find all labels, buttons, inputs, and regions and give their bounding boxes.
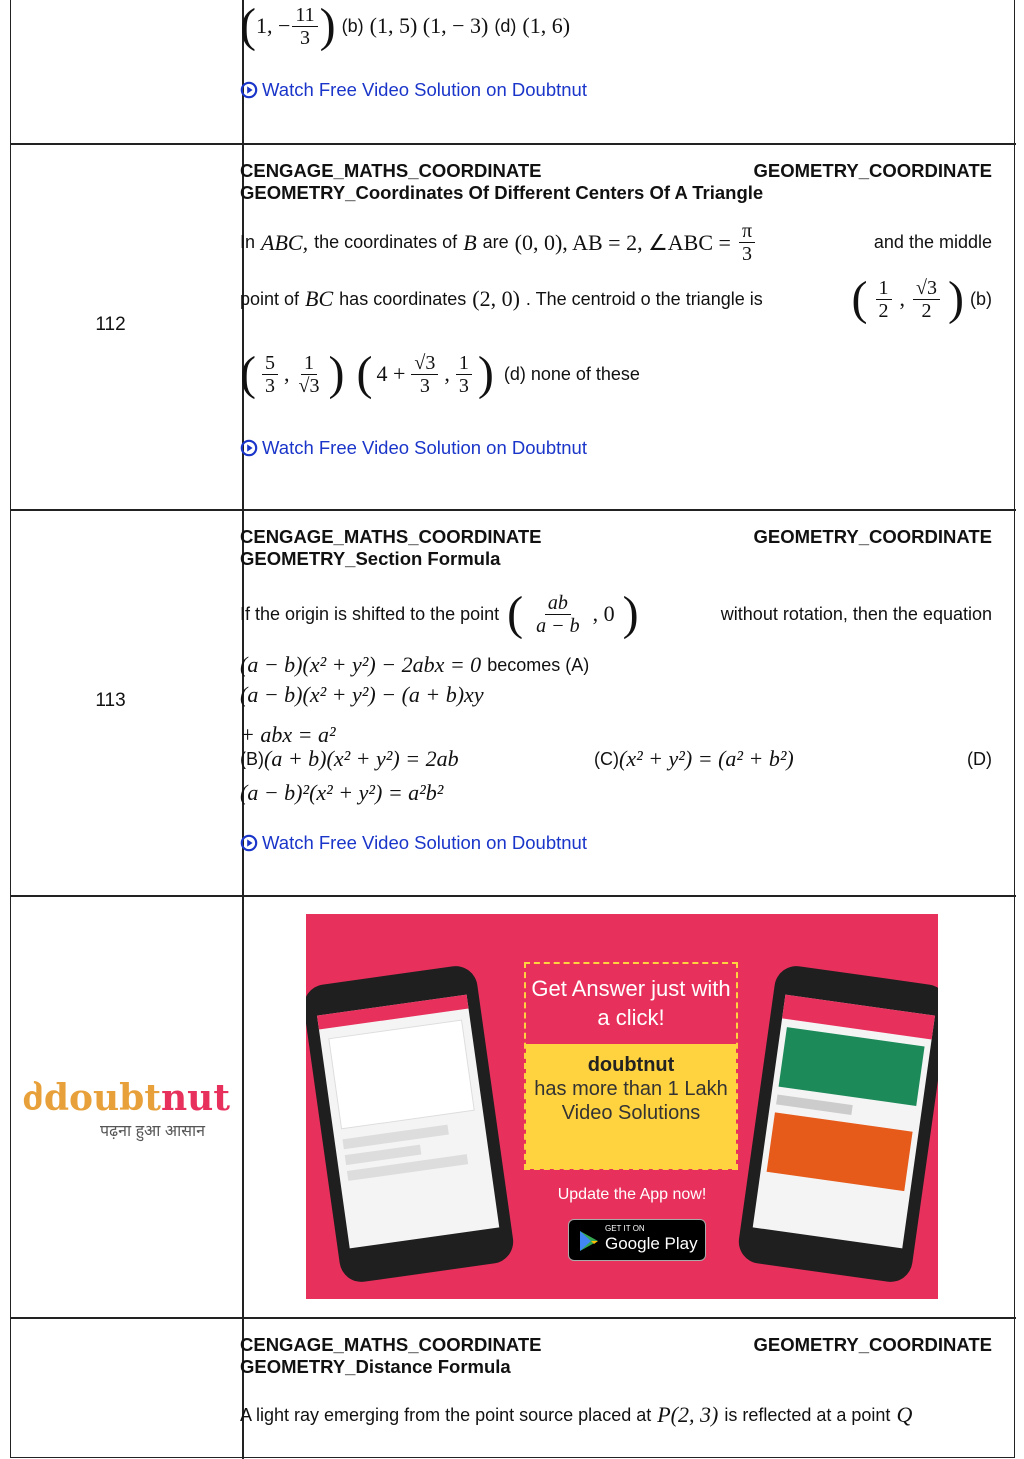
question-number: 112 — [95, 314, 126, 335]
update-app-text: Update the App now! — [557, 1186, 707, 1203]
numerator: 1 — [301, 352, 317, 375]
numerator: ab — [545, 592, 571, 615]
google-play-icon — [578, 1230, 600, 1252]
option-label: (D) — [967, 748, 992, 769]
play-circle-icon — [240, 81, 258, 99]
play-circle-icon — [240, 439, 258, 457]
comma: , — [899, 286, 906, 311]
google-play-button[interactable] — [568, 1219, 706, 1261]
question-text: is reflected at a point — [724, 1404, 891, 1425]
question-cell-next — [240, 1334, 992, 1448]
math-text: (a − b)(x² + y²) − (a + b)xy — [240, 682, 484, 707]
denominator: 3 — [741, 243, 752, 265]
watch-video-link-label: Watch Free Video Solution on Doubtnut — [262, 437, 587, 458]
math-text: + abx = a² — [240, 722, 336, 747]
question-text: A light ray emerging from the point source placed at — [240, 1404, 652, 1425]
doubtnut-logo — [22, 1077, 230, 1141]
question-line — [240, 587, 992, 640]
numerator: 5 — [262, 352, 278, 375]
promo-highlight — [526, 1044, 736, 1169]
paren-close: ) — [477, 347, 494, 400]
denominator: 2 — [921, 299, 932, 322]
option-value: (1, 6) — [522, 13, 571, 38]
fraction — [292, 4, 317, 49]
fraction — [913, 277, 940, 322]
fraction — [456, 352, 472, 397]
fraction — [739, 220, 755, 265]
paren-close: ) — [948, 272, 964, 325]
watch-video-link[interactable] — [240, 79, 587, 101]
logo-tagline: पढ़ना हुआ आसान — [100, 1123, 206, 1140]
option-label: (b) — [970, 288, 992, 309]
math-text: (a − b)²(x² + y²) = a²b² — [240, 780, 444, 805]
paren-close: ) — [622, 587, 639, 640]
math-text: , 0 — [592, 601, 615, 626]
fraction — [262, 352, 278, 397]
header-right: GEOMETRY_COORDINATE — [753, 160, 992, 181]
watch-video-link-label: Watch Free Video Solution on Doubtnut — [262, 832, 587, 853]
header-topic: GEOMETRY_Coordinates Of Different Centers Of A Triangle — [240, 182, 764, 203]
question-header — [240, 160, 992, 204]
option-label: (d) — [494, 15, 517, 36]
fraction — [411, 352, 438, 397]
math-text: (a − b)(x² + y²) − 2abx = 0 — [240, 652, 482, 677]
row-divider — [11, 1317, 1016, 1319]
math-text: Q — [896, 1402, 913, 1427]
question-line — [240, 746, 992, 772]
option-label: (C) — [594, 748, 619, 769]
math-text: (a + b)(x² + y²) = 2ab — [264, 746, 459, 771]
question-line — [240, 1402, 992, 1428]
math-text: ABC, — [261, 229, 309, 255]
numerator: 1 — [876, 277, 892, 300]
question-cell-113 — [240, 526, 992, 886]
option-text: (d) none of these — [503, 363, 640, 384]
phone-mockup-right — [736, 963, 938, 1284]
question-text: . The centroid o the triangle is — [525, 288, 763, 309]
question-text: point of — [240, 288, 300, 309]
math-text: (2, 0) — [472, 286, 520, 311]
denominator: a − b — [536, 614, 580, 637]
paren-open: ( — [851, 272, 868, 325]
paren-close: ) — [328, 347, 345, 400]
paren-close: ) — [319, 0, 336, 52]
header-topic: GEOMETRY_Section Formula — [240, 548, 501, 569]
row-divider — [11, 143, 1016, 145]
option-value: (1, 5) (1, − 3) — [369, 13, 489, 38]
app-promo-banner[interactable] — [306, 914, 938, 1299]
question-line — [240, 652, 589, 678]
numerator: 1 — [456, 352, 472, 375]
header-topic: GEOMETRY_Distance Formula — [240, 1356, 511, 1377]
numerator: √3 — [913, 277, 940, 300]
question-header — [240, 526, 992, 570]
play-circle-icon — [240, 834, 258, 852]
logo-mark-icon: ძ — [22, 1079, 44, 1119]
denominator: 3 — [300, 26, 311, 49]
denominator: 2 — [878, 299, 889, 322]
question-cell-prev — [240, 0, 992, 140]
question-text: are — [482, 232, 509, 252]
option-label: becomes (A) — [487, 654, 590, 675]
logo-word-a: doubt — [43, 1077, 161, 1119]
question-cell-112 — [240, 160, 992, 500]
question-text: In — [240, 232, 256, 252]
question-text: has coordinates — [339, 288, 467, 309]
store-caption: GET IT ON — [605, 1224, 645, 1233]
options-line — [240, 2, 570, 50]
question-line — [240, 347, 640, 400]
question-header — [240, 1334, 992, 1378]
option-value: 1, − — [255, 13, 291, 38]
question-line — [240, 272, 992, 325]
numerator: π — [739, 220, 755, 243]
paren-open: ( — [356, 347, 373, 400]
denominator: 3 — [458, 374, 469, 397]
option-label: (b) — [341, 15, 364, 36]
store-name: Google Play — [605, 1234, 698, 1253]
question-text: the coordinates of — [314, 232, 458, 252]
logo-wordmark — [22, 1077, 230, 1119]
watch-video-link[interactable] — [240, 437, 587, 459]
question-text: without rotation, then the equation — [720, 603, 992, 624]
header-left: CENGAGE_MATHS_COORDINATE — [240, 526, 542, 547]
math-text: 4 + — [376, 361, 406, 386]
paren-open: ( — [507, 587, 524, 640]
watch-video-link[interactable] — [240, 832, 587, 854]
header-right: GEOMETRY_COORDINATE — [753, 526, 992, 547]
paren-open: ( — [240, 0, 256, 52]
question-number: 113 — [95, 690, 126, 711]
fraction — [295, 352, 322, 397]
promo-card — [524, 962, 738, 1170]
numerator: √3 — [411, 352, 438, 375]
denominator: 3 — [264, 374, 275, 397]
math-text: (x² + y²) = (a² + b²) — [619, 746, 794, 771]
promo-headline: Get Answer just with a click! — [531, 976, 731, 1030]
phone-mockup-left — [306, 963, 516, 1284]
option-label: (B) — [240, 748, 264, 769]
denominator: √3 — [298, 374, 320, 397]
watch-video-link-label: Watch Free Video Solution on Doubtnut — [262, 79, 587, 100]
numerator: 11 — [292, 4, 317, 27]
paren-open: ( — [240, 347, 256, 400]
phone-screen — [317, 995, 499, 1249]
question-line — [240, 220, 992, 265]
math-text: (0, 0), AB = 2, ∠ABC = — [514, 229, 731, 255]
promo-brand: doubtnut — [587, 1054, 675, 1076]
math-text: P(2, 3) — [657, 1402, 719, 1427]
fraction — [876, 277, 892, 322]
row-divider — [11, 895, 1016, 897]
promo-body: has more than 1 Lakh Video Solutions — [534, 1078, 728, 1124]
logo-word-b: nut — [160, 1077, 230, 1119]
row-divider — [11, 509, 1016, 511]
header-left: CENGAGE_MATHS_COORDINATE — [240, 1334, 542, 1355]
header-left: CENGAGE_MATHS_COORDINATE — [240, 160, 542, 181]
math-text: B — [463, 229, 477, 255]
phone-screen — [753, 995, 935, 1249]
question-text: and the middle — [873, 232, 992, 252]
denominator: 3 — [419, 374, 430, 397]
question-text: If the origin is shifted to the point — [240, 603, 500, 624]
comma: , — [283, 361, 290, 386]
comma: , — [444, 361, 450, 386]
math-text: BC — [305, 286, 334, 311]
fraction — [533, 592, 583, 637]
header-right: GEOMETRY_COORDINATE — [753, 1334, 992, 1355]
